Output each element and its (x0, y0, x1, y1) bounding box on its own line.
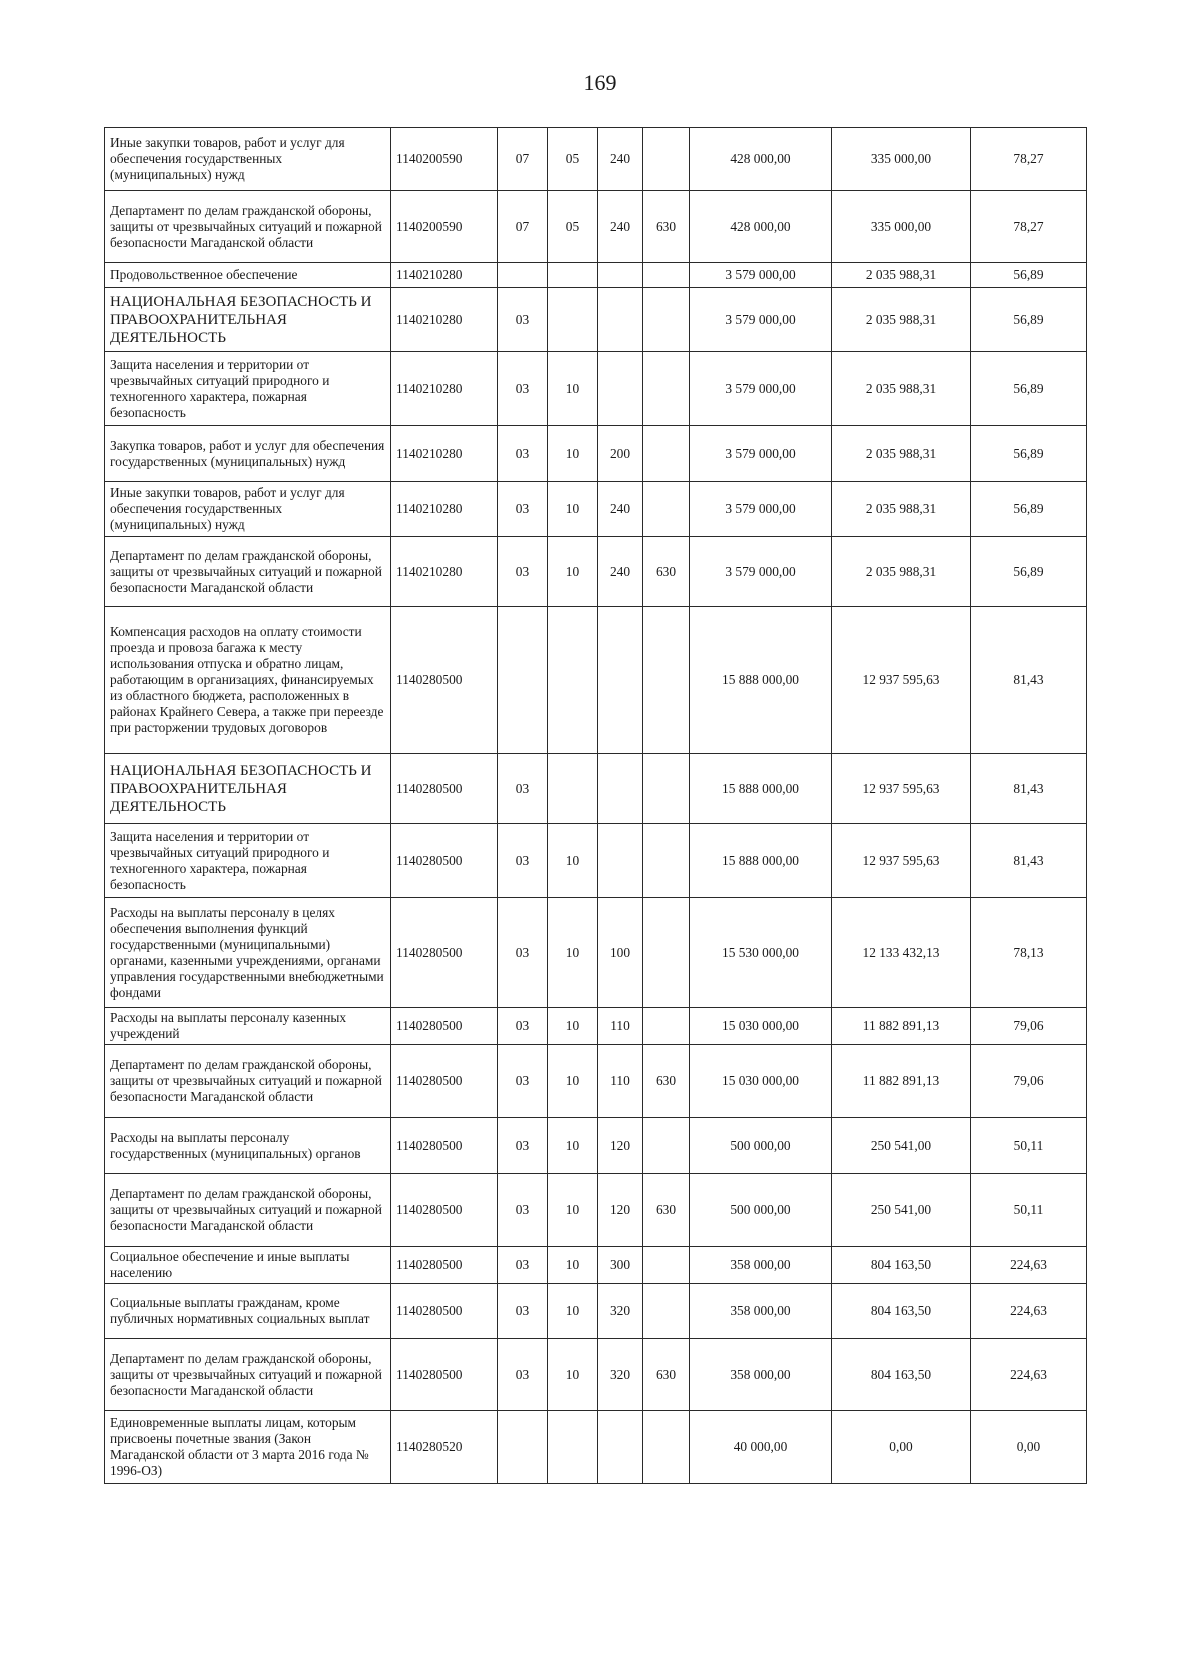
row-fact: 0,00 (832, 1411, 971, 1484)
row-name: Социальное обеспечение и иные выплаты населению (105, 1247, 391, 1284)
row-percent: 56,89 (971, 426, 1087, 482)
row-vr (598, 263, 643, 288)
row-vr: 240 (598, 482, 643, 537)
row-plan: 15 030 000,00 (690, 1045, 832, 1118)
row-csr: 1140200590 (391, 128, 498, 191)
table-row (105, 263, 1087, 288)
row-csr: 1140210280 (391, 426, 498, 482)
row-fact: 12 937 595,63 (832, 824, 971, 898)
row-grbs: 630 (643, 537, 690, 607)
row-name: Иные закупки товаров, работ и услуг для обеспечения государственных (муниципальных) нужд (105, 482, 391, 537)
row-name: Защита населения и территории от чрезвычайных ситуаций природного и техногенного характера, пожарная безопасность (105, 824, 391, 898)
row-fact: 12 133 432,13 (832, 898, 971, 1008)
row-percent: 56,89 (971, 537, 1087, 607)
row-vr: 300 (598, 1247, 643, 1284)
table-row (105, 1045, 1087, 1118)
row-grbs (643, 352, 690, 426)
row-pr: 10 (548, 1045, 598, 1118)
row-grbs (643, 898, 690, 1008)
row-percent: 56,89 (971, 263, 1087, 288)
row-percent: 56,89 (971, 288, 1087, 352)
row-vr: 240 (598, 537, 643, 607)
row-pr: 10 (548, 426, 598, 482)
row-name: Компенсация расходов на оплату стоимости проезда и провоза багажа к месту использования отпуска и обратно лицам, работающим в организациях, финансируемых из областного бюджета, расположенных в районах Крайнего Севера, а также при переезде при расторжении трудовых договоров (105, 607, 391, 754)
row-plan: 15 030 000,00 (690, 1008, 832, 1045)
row-percent: 81,43 (971, 607, 1087, 754)
row-grbs: 630 (643, 1045, 690, 1118)
row-plan: 40 000,00 (690, 1411, 832, 1484)
table-row (105, 537, 1087, 607)
row-plan: 15 888 000,00 (690, 754, 832, 824)
row-fact: 12 937 595,63 (832, 754, 971, 824)
row-rz: 03 (498, 1008, 548, 1045)
row-plan: 15 530 000,00 (690, 898, 832, 1008)
row-plan: 358 000,00 (690, 1339, 832, 1411)
row-pr (548, 1411, 598, 1484)
row-csr: 1140210280 (391, 537, 498, 607)
table-row (105, 607, 1087, 754)
row-grbs (643, 288, 690, 352)
row-rz: 03 (498, 754, 548, 824)
row-name: Департамент по делам гражданской обороны, защиты от чрезвычайных ситуаций и пожарной безопасности Магаданской области (105, 191, 391, 263)
row-fact: 804 163,50 (832, 1339, 971, 1411)
table-row (105, 1008, 1087, 1045)
row-name: Иные закупки товаров, работ и услуг для обеспечения государственных (муниципальных) нужд (105, 128, 391, 191)
row-vr: 110 (598, 1045, 643, 1118)
row-grbs (643, 426, 690, 482)
row-rz: 03 (498, 1045, 548, 1118)
row-pr: 10 (548, 482, 598, 537)
row-vr: 320 (598, 1339, 643, 1411)
row-grbs (643, 607, 690, 754)
row-grbs: 630 (643, 1174, 690, 1247)
row-grbs (643, 1284, 690, 1339)
row-vr (598, 1411, 643, 1484)
row-grbs (643, 1247, 690, 1284)
row-percent: 78,13 (971, 898, 1087, 1008)
row-fact: 2 035 988,31 (832, 426, 971, 482)
row-grbs (643, 1411, 690, 1484)
row-plan: 428 000,00 (690, 191, 832, 263)
row-csr: 1140200590 (391, 191, 498, 263)
row-plan: 428 000,00 (690, 128, 832, 191)
row-plan: 3 579 000,00 (690, 482, 832, 537)
row-pr: 10 (548, 1247, 598, 1284)
row-name: Социальные выплаты гражданам, кроме публичных нормативных социальных выплат (105, 1284, 391, 1339)
row-vr (598, 352, 643, 426)
row-pr: 10 (548, 1008, 598, 1045)
row-rz: 03 (498, 1339, 548, 1411)
row-rz: 03 (498, 1284, 548, 1339)
row-rz (498, 263, 548, 288)
table-row (105, 1174, 1087, 1247)
row-plan: 3 579 000,00 (690, 537, 832, 607)
page-number: 169 (583, 70, 617, 95)
row-fact: 11 882 891,13 (832, 1008, 971, 1045)
row-vr (598, 607, 643, 754)
row-csr: 1140280500 (391, 1118, 498, 1174)
row-fact: 2 035 988,31 (832, 263, 971, 288)
row-name: НАЦИОНАЛЬНАЯ БЕЗОПАСНОСТЬ И ПРАВООХРАНИТЕЛЬНАЯ ДЕЯТЕЛЬНОСТЬ (105, 754, 391, 824)
row-percent: 56,89 (971, 482, 1087, 537)
row-rz: 03 (498, 1174, 548, 1247)
row-percent: 79,06 (971, 1045, 1087, 1118)
row-name: Расходы на выплаты персоналу государственных (муниципальных) органов (105, 1118, 391, 1174)
row-pr: 10 (548, 1174, 598, 1247)
row-rz: 07 (498, 128, 548, 191)
row-pr (548, 288, 598, 352)
row-csr: 1140280500 (391, 1247, 498, 1284)
row-vr: 100 (598, 898, 643, 1008)
table-row (105, 128, 1087, 191)
row-grbs (643, 263, 690, 288)
row-plan: 3 579 000,00 (690, 263, 832, 288)
row-fact: 2 035 988,31 (832, 482, 971, 537)
row-grbs (643, 1008, 690, 1045)
row-csr: 1140280500 (391, 1339, 498, 1411)
row-percent: 56,89 (971, 352, 1087, 426)
row-csr: 1140280500 (391, 824, 498, 898)
row-name: Департамент по делам гражданской обороны, защиты от чрезвычайных ситуаций и пожарной безопасности Магаданской области (105, 1339, 391, 1411)
row-percent: 81,43 (971, 824, 1087, 898)
row-name: Департамент по делам гражданской обороны, защиты от чрезвычайных ситуаций и пожарной безопасности Магаданской области (105, 1174, 391, 1247)
row-csr: 1140210280 (391, 263, 498, 288)
table-row (105, 482, 1087, 537)
row-vr: 110 (598, 1008, 643, 1045)
row-pr: 05 (548, 128, 598, 191)
row-percent: 78,27 (971, 191, 1087, 263)
row-pr: 10 (548, 898, 598, 1008)
row-csr: 1140280500 (391, 607, 498, 754)
row-pr: 10 (548, 1118, 598, 1174)
row-vr: 200 (598, 426, 643, 482)
row-csr: 1140280520 (391, 1411, 498, 1484)
row-percent: 0,00 (971, 1411, 1087, 1484)
row-pr: 10 (548, 1339, 598, 1411)
row-fact: 335 000,00 (832, 128, 971, 191)
row-plan: 3 579 000,00 (690, 426, 832, 482)
row-vr (598, 824, 643, 898)
row-pr: 05 (548, 191, 598, 263)
row-plan: 500 000,00 (690, 1174, 832, 1247)
row-vr: 240 (598, 191, 643, 263)
row-fact: 2 035 988,31 (832, 537, 971, 607)
row-name: Департамент по делам гражданской обороны, защиты от чрезвычайных ситуаций и пожарной безопасности Магаданской области (105, 537, 391, 607)
row-fact: 804 163,50 (832, 1247, 971, 1284)
row-vr: 320 (598, 1284, 643, 1339)
budget-table (104, 127, 1087, 1484)
row-plan: 358 000,00 (690, 1284, 832, 1339)
row-grbs (643, 128, 690, 191)
table-row (105, 1247, 1087, 1284)
row-percent: 50,11 (971, 1118, 1087, 1174)
row-fact: 2 035 988,31 (832, 288, 971, 352)
row-name: Расходы на выплаты персоналу в целях обеспечения выполнения функций государственными (муниципальными) органами, казенными учреждениями, органами управления государственными внебюджетными фондами (105, 898, 391, 1008)
row-plan: 15 888 000,00 (690, 824, 832, 898)
table-row (105, 1284, 1087, 1339)
row-percent: 224,63 (971, 1247, 1087, 1284)
row-grbs (643, 1118, 690, 1174)
row-percent: 78,27 (971, 128, 1087, 191)
table-row (105, 1339, 1087, 1411)
row-csr: 1140280500 (391, 754, 498, 824)
row-pr: 10 (548, 824, 598, 898)
row-name: НАЦИОНАЛЬНАЯ БЕЗОПАСНОСТЬ И ПРАВООХРАНИТЕЛЬНАЯ ДЕЯТЕЛЬНОСТЬ (105, 288, 391, 352)
row-plan: 3 579 000,00 (690, 352, 832, 426)
row-vr: 120 (598, 1118, 643, 1174)
row-pr: 10 (548, 1284, 598, 1339)
row-fact: 250 541,00 (832, 1174, 971, 1247)
table-row (105, 754, 1087, 824)
row-csr: 1140210280 (391, 352, 498, 426)
table-row (105, 426, 1087, 482)
row-grbs (643, 482, 690, 537)
row-csr: 1140280500 (391, 1174, 498, 1247)
row-pr: 10 (548, 352, 598, 426)
row-csr: 1140280500 (391, 898, 498, 1008)
table-row (105, 824, 1087, 898)
row-rz: 03 (498, 352, 548, 426)
row-name: Продовольственное обеспечение (105, 263, 391, 288)
row-grbs: 630 (643, 1339, 690, 1411)
row-rz: 07 (498, 191, 548, 263)
row-rz: 03 (498, 1118, 548, 1174)
row-pr (548, 607, 598, 754)
row-plan: 358 000,00 (690, 1247, 832, 1284)
row-pr (548, 263, 598, 288)
row-rz: 03 (498, 482, 548, 537)
table-row (105, 191, 1087, 263)
row-fact: 11 882 891,13 (832, 1045, 971, 1118)
row-fact: 250 541,00 (832, 1118, 971, 1174)
row-rz: 03 (498, 898, 548, 1008)
row-rz: 03 (498, 824, 548, 898)
row-csr: 1140210280 (391, 288, 498, 352)
row-pr (548, 754, 598, 824)
row-csr: 1140280500 (391, 1284, 498, 1339)
table-row (105, 352, 1087, 426)
row-plan: 3 579 000,00 (690, 288, 832, 352)
row-grbs: 630 (643, 191, 690, 263)
row-vr (598, 754, 643, 824)
row-name: Защита населения и территории от чрезвычайных ситуаций природного и техногенного характера, пожарная безопасность (105, 352, 391, 426)
table-row (105, 288, 1087, 352)
row-vr: 240 (598, 128, 643, 191)
row-vr: 120 (598, 1174, 643, 1247)
row-fact: 12 937 595,63 (832, 607, 971, 754)
row-rz: 03 (498, 537, 548, 607)
row-name: Единовременные выплаты лицам, которым присвоены почетные звания (Закон Магаданской области от 3 марта 2016 года № 1996-ОЗ) (105, 1411, 391, 1484)
row-plan: 15 888 000,00 (690, 607, 832, 754)
row-name: Закупка товаров, работ и услуг для обеспечения государственных (муниципальных) нужд (105, 426, 391, 482)
row-vr (598, 288, 643, 352)
row-fact: 804 163,50 (832, 1284, 971, 1339)
row-percent: 50,11 (971, 1174, 1087, 1247)
row-rz: 03 (498, 426, 548, 482)
row-rz: 03 (498, 288, 548, 352)
row-rz (498, 1411, 548, 1484)
table-row (105, 1118, 1087, 1174)
row-pr: 10 (548, 537, 598, 607)
table-row (105, 898, 1087, 1008)
row-name: Департамент по делам гражданской обороны, защиты от чрезвычайных ситуаций и пожарной безопасности Магаданской области (105, 1045, 391, 1118)
row-fact: 335 000,00 (832, 191, 971, 263)
row-csr: 1140210280 (391, 482, 498, 537)
row-percent: 79,06 (971, 1008, 1087, 1045)
row-percent: 224,63 (971, 1284, 1087, 1339)
row-csr: 1140280500 (391, 1045, 498, 1118)
row-percent: 224,63 (971, 1339, 1087, 1411)
row-grbs (643, 754, 690, 824)
row-csr: 1140280500 (391, 1008, 498, 1045)
table-row (105, 1411, 1087, 1484)
row-grbs (643, 824, 690, 898)
row-plan: 500 000,00 (690, 1118, 832, 1174)
row-fact: 2 035 988,31 (832, 352, 971, 426)
row-percent: 81,43 (971, 754, 1087, 824)
row-name: Расходы на выплаты персоналу казенных учреждений (105, 1008, 391, 1045)
row-rz: 03 (498, 1247, 548, 1284)
row-rz (498, 607, 548, 754)
